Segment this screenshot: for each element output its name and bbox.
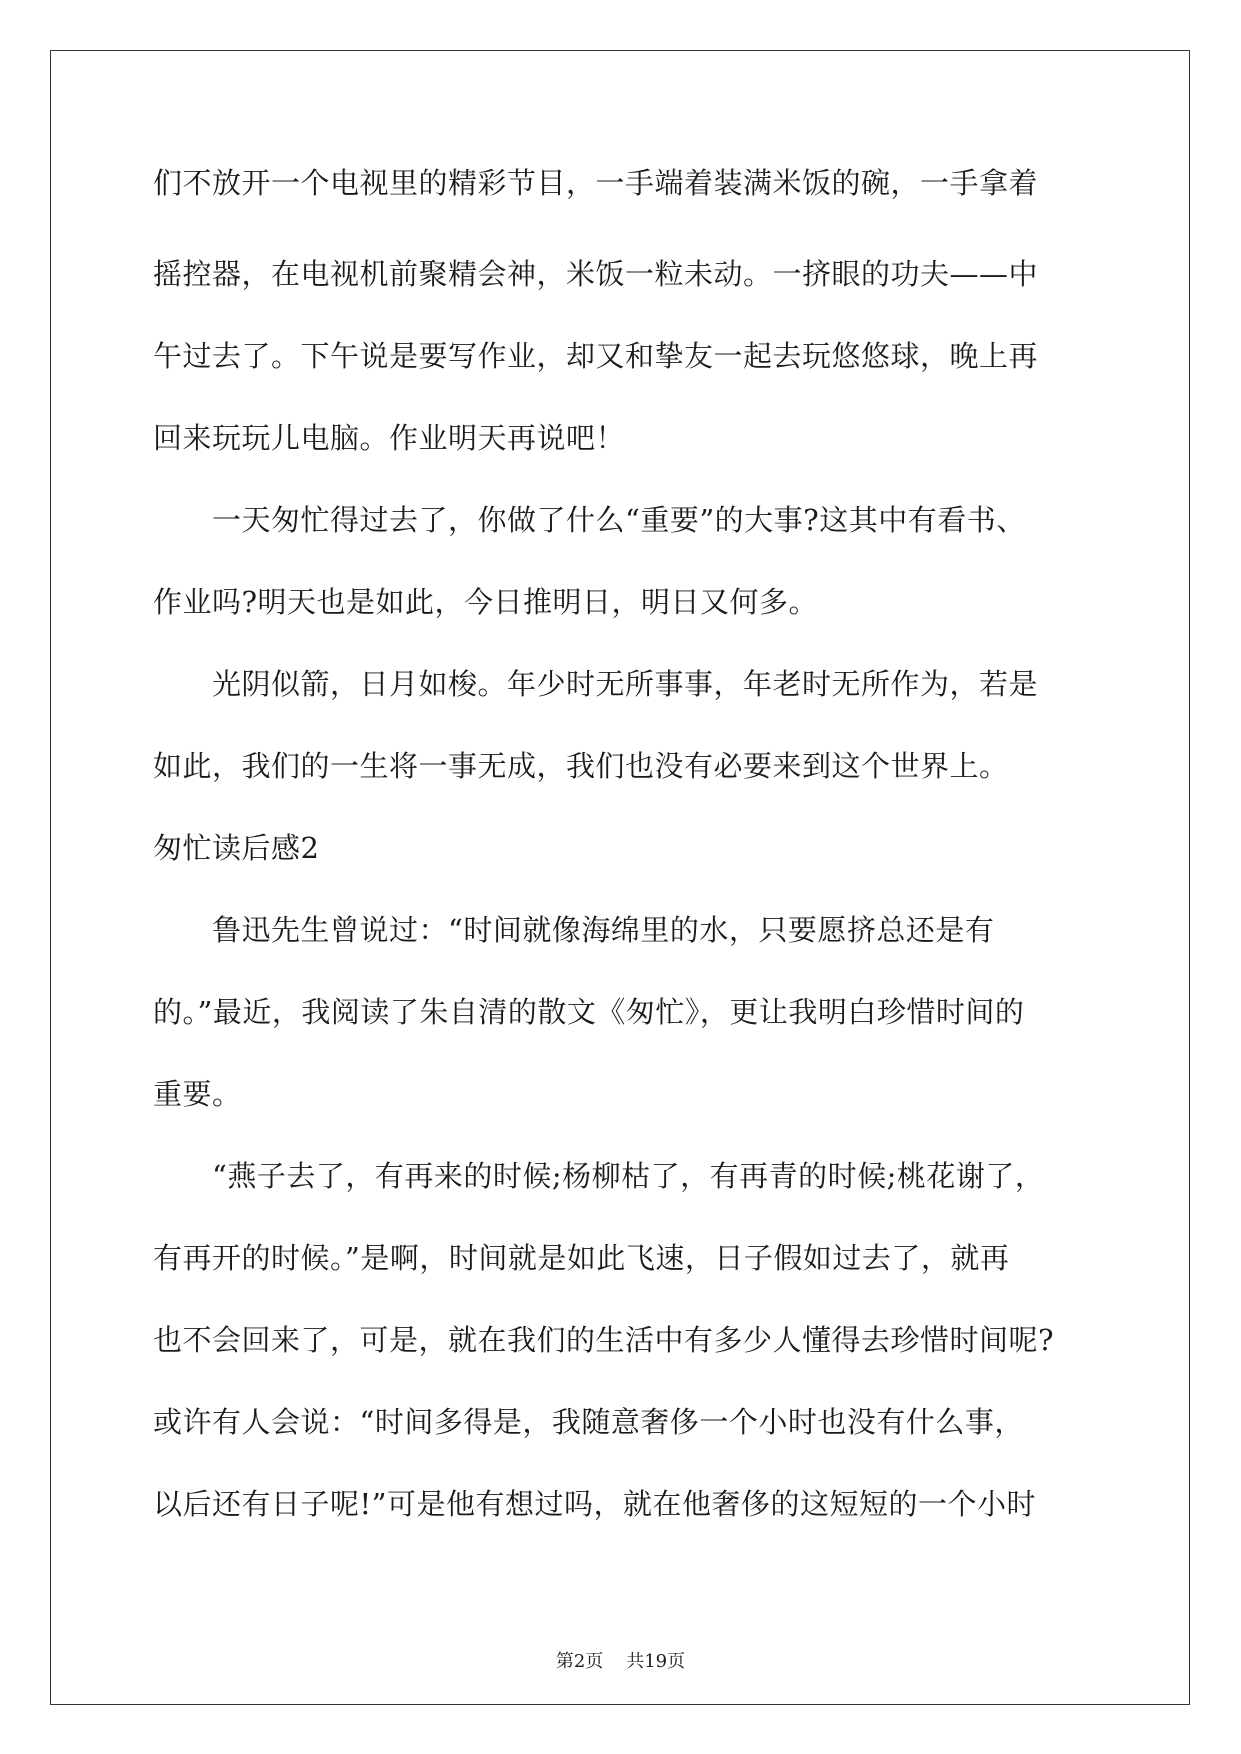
page-number: 第2页	[555, 1651, 604, 1672]
body-text-line: 午过去了。下午说是要写作业，却又和挚友一起去玩悠悠球，晚上再	[153, 339, 1039, 373]
page-total: 共19页	[626, 1651, 686, 1672]
body-text-line: “燕子去了，有再来的时候;杨柳枯了，有再青的时候;桃花谢了，	[153, 1159, 1045, 1193]
page-footer	[0, 1650, 1241, 1674]
body-text-line: 也不会回来了，可是，就在我们的生活中有多少人懂得去珍惜时间呢?	[153, 1323, 1055, 1357]
section-heading: 匆忙读后感2	[153, 831, 320, 865]
body-text-line: 鲁迅先生曾说过：“时间就像海绵里的水，只要愿挤总还是有	[153, 913, 995, 947]
body-text-line: 有再开的时候。”是啊，时间就是如此飞速，日子假如过去了，就再	[153, 1241, 1010, 1275]
body-text-line: 以后还有日子呢!”可是他有想过吗，就在他奢侈的这短短的一个小时	[153, 1487, 1036, 1521]
body-text-line: 重要。	[153, 1077, 242, 1111]
body-text-line: 光阴似箭，日月如梭。年少时无所事事，年老时无所作为，若是	[153, 667, 1039, 701]
body-text-line: 们不放开一个电视里的精彩节目，一手端着装满米饭的碗，一手拿着	[153, 166, 1039, 200]
body-text-line: 的。”最近，我阅读了朱自清的散文《匆忙》，更让我明白珍惜时间的	[153, 995, 1025, 1029]
page-border	[50, 50, 1190, 1705]
body-text-line: 一天匆忙得过去了，你做了什么“重要”的大事?这其中有看书、	[153, 503, 1026, 537]
body-text-line: 回来玩玩儿电脑。作业明天再说吧！	[153, 421, 626, 455]
body-text-line: 作业吗?明天也是如此，今日推明日，明日又何多。	[153, 585, 819, 619]
body-text-line: 摇控器，在电视机前聚精会神，米饭一粒未动。一挤眼的功夫——中	[153, 257, 1039, 291]
body-text-line: 或许有人会说：“时间多得是，我随意奢侈一个小时也没有什么事，	[153, 1405, 1024, 1439]
body-text-line: 如此，我们的一生将一事无成，我们也没有必要来到这个世界上。	[153, 749, 1009, 783]
